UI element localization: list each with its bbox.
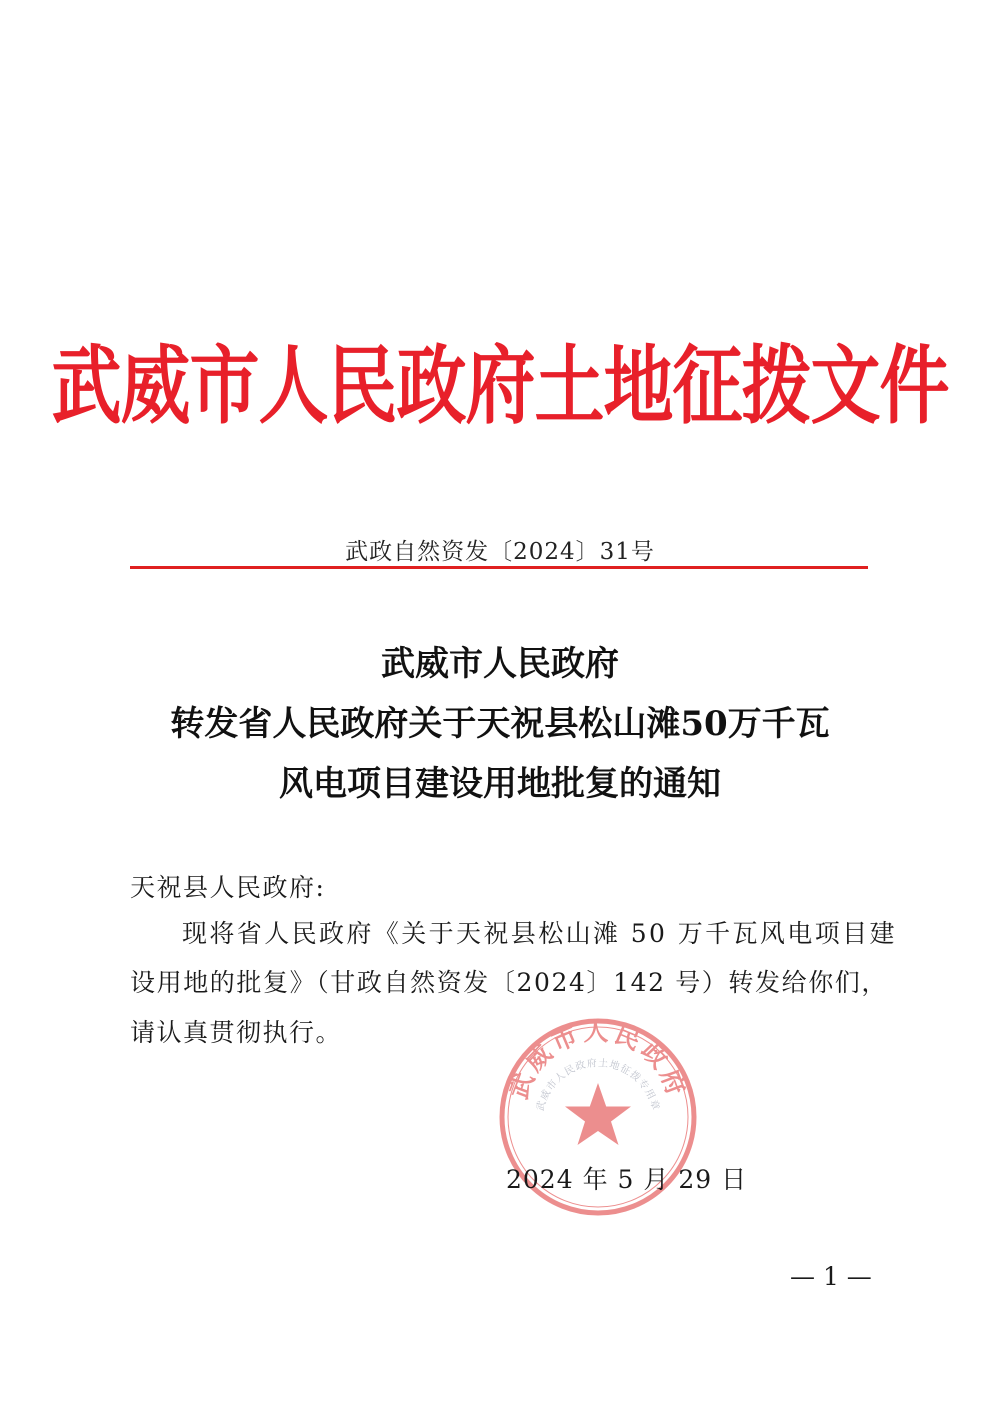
notice-title-line-2: 转发省人民政府关于天祝县松山滩50万千瓦 xyxy=(170,704,830,744)
document-number: 武政自然资发〔2024〕31号 xyxy=(345,539,655,565)
seal-inner-text: 武威市人民政府土地征拨专用章 xyxy=(535,1057,661,1113)
red-divider xyxy=(130,566,868,569)
notice-title-line-1: 武威市人民政府 xyxy=(381,644,619,684)
page-number: — 1 — xyxy=(790,1262,872,1291)
body-paragraph-line-1: 现将省人民政府《关于天祝县松山滩 50 万千瓦风电项目建 xyxy=(182,919,897,948)
body-paragraph-line-3: 请认真贯彻执行。 xyxy=(130,1018,343,1047)
seal-outer-text: 武威市人民政府 xyxy=(503,1017,693,1103)
issue-date: 2024 年 5 月 29 日 xyxy=(506,1165,748,1194)
body-paragraph-line-2: 设用地的批复》（甘政自然资发〔2024〕142 号）转发给你们， xyxy=(130,968,888,997)
addressee: 天祝县人民政府: xyxy=(130,873,326,902)
issuer-title: 武威市人民政府土地征拨文件 xyxy=(51,336,949,437)
notice-title-line-3: 风电项目建设用地批复的通知 xyxy=(279,764,721,804)
star-icon xyxy=(565,1083,631,1145)
